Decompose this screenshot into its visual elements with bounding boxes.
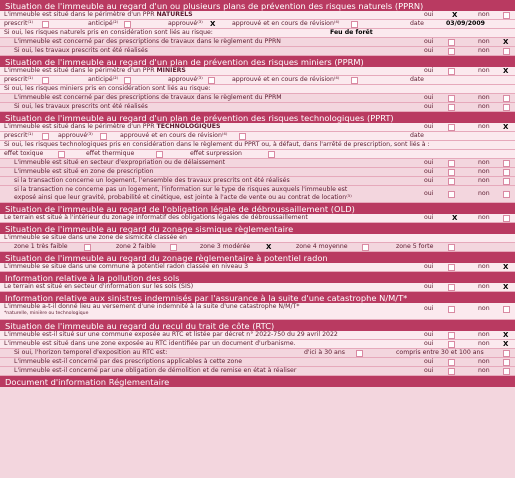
catnat-header: Information relative aux sinistres indemnisés par l'assurance à la suite d'une catastrophe N/M/T* xyxy=(0,292,515,303)
pprt-prescription-zone-row xyxy=(0,168,515,177)
zone-3-label: zone 3 modérée xyxy=(200,243,251,250)
date-label: date xyxy=(410,76,424,83)
oui-label: oui xyxy=(424,283,434,290)
radon-row xyxy=(0,263,515,272)
oui-checkbox[interactable] xyxy=(448,39,455,46)
rtc-prescription-row xyxy=(0,358,515,367)
effet-thermique-checkbox[interactable] xyxy=(156,151,163,158)
effet-surpression-checkbox[interactable] xyxy=(268,151,275,158)
pprt-header: Situation de l'immeuble au regard d'un plan de prévention des risques technologiques (PPRT) xyxy=(0,112,515,123)
rtc-zone-row xyxy=(0,340,515,349)
effet-toxique-label: effet toxique xyxy=(4,150,44,157)
risques-label: Si oui, les risques technologiques pris en considération dans le règlement du PPRT ou, à défaut, dans l'arrêté de prescription, sont liés à : xyxy=(4,141,430,148)
effet-toxique-checkbox[interactable] xyxy=(58,151,65,158)
oui-checkbox[interactable] xyxy=(448,169,455,176)
oui-checkbox[interactable] xyxy=(448,306,455,313)
approuve-checked-mark[interactable]: X xyxy=(210,20,216,28)
rtc-demolition-label: L'immeuble est-il concerné par une obligation de démolition et de remise en état à réaliser xyxy=(14,367,297,374)
non-checked-mark[interactable]: X xyxy=(503,67,509,75)
oui-checked-mark[interactable]: X xyxy=(452,214,458,222)
pprn-status-row xyxy=(0,20,515,29)
sols-row xyxy=(0,283,515,292)
pprm-realises-row xyxy=(0,103,515,112)
non-checkbox[interactable] xyxy=(503,306,510,313)
rtc-demolition-row xyxy=(0,367,515,376)
oui-checkbox[interactable] xyxy=(448,68,455,75)
oui-label: oui xyxy=(424,367,434,374)
oui-label: oui xyxy=(424,340,434,347)
approuve-label: approuvé⁽³⁾ xyxy=(58,132,93,139)
pprm-situe-label: L'immeuble est situé dans le périmètre d'un PPR MINIERS xyxy=(4,67,186,74)
non-label: non xyxy=(478,47,490,54)
oui-checkbox[interactable] xyxy=(448,160,455,167)
oui-label: oui xyxy=(424,177,434,184)
non-label: non xyxy=(478,123,490,130)
radon-header: Situation de l'immeuble au regard du zonage règlementaire à potentiel radon xyxy=(0,252,515,263)
zone-4-checkbox[interactable] xyxy=(362,244,369,251)
oui-label: oui xyxy=(424,305,434,312)
oui-label: oui xyxy=(424,331,434,338)
pprn-risques-row xyxy=(0,29,515,38)
pprn-realises-row xyxy=(0,47,515,56)
pprt-expropriation-row xyxy=(0,159,515,168)
oui-label: oui xyxy=(424,358,434,365)
rtc-exposee-label: L'immeuble est-il situé sur une commune exposée au RTC et listée par décret n° 2022-750 du 29 avril 2022 xyxy=(4,331,338,338)
risques-label: Si oui, les risques miniers pris en considération sont liés au risque: xyxy=(4,85,211,92)
approuve-checkbox[interactable] xyxy=(208,77,215,84)
oui-checkbox[interactable] xyxy=(448,368,455,375)
non-checked-mark[interactable]: X xyxy=(503,38,509,46)
non-label: non xyxy=(478,190,490,197)
prescriptions-label: L'immeuble est concerné par des prescriptions de travaux dans le règlement du PPRN xyxy=(14,38,281,45)
effet-thermique-label: effet thermique xyxy=(86,150,135,157)
oui-checkbox[interactable] xyxy=(448,104,455,111)
zone-2-label: zone 2 faible xyxy=(116,243,156,250)
prescrit-checkbox[interactable] xyxy=(42,77,49,84)
approuve-label: approuvé⁽³⁾ xyxy=(168,20,203,27)
pprt-logement-row xyxy=(0,177,515,186)
non-checked-mark[interactable]: X xyxy=(503,340,509,348)
radon-label: L'immeuble se situe dans une commune à potentiel radon classée en niveau 3 xyxy=(4,263,249,270)
horizon-30-label: d'ici à 30 ans xyxy=(304,349,345,356)
old-header: Situation de l'immeuble au regard de l'obligation légale de débroussaillement (OLD) xyxy=(0,203,515,214)
non-checked-mark[interactable]: X xyxy=(503,263,509,271)
expropriation-label: L'immeuble est situé en secteur d'expropriation ou de délaissement xyxy=(14,159,226,166)
non-checkbox[interactable] xyxy=(503,169,510,176)
horizon-30-100-checkbox[interactable] xyxy=(503,350,510,357)
non-checkbox[interactable] xyxy=(503,215,510,222)
pprt-status-row xyxy=(0,132,515,141)
oui-label: oui xyxy=(424,67,434,74)
non-label: non xyxy=(478,168,490,175)
revision-label: approuvé et en cours de révision⁽⁴⁾ xyxy=(120,132,228,139)
approuve-checkbox[interactable] xyxy=(100,133,107,140)
non-label: non xyxy=(478,305,490,312)
rtc-exposee-row xyxy=(0,331,515,340)
date-value: 03/09/2009 xyxy=(446,20,485,27)
zone-5-checkbox[interactable] xyxy=(448,244,455,251)
prescrit-label: prescrit⁽¹⁾ xyxy=(4,76,33,83)
oui-label: oui xyxy=(424,123,434,130)
pprt-risques-row xyxy=(0,141,515,150)
sols-header: Information relative à la pollution des sols xyxy=(0,272,515,283)
prescrit-checkbox[interactable] xyxy=(42,133,49,140)
oui-checked-mark[interactable]: X xyxy=(452,11,458,19)
oui-label: oui xyxy=(424,190,434,197)
non-label: non xyxy=(478,263,490,270)
old-row xyxy=(0,214,515,223)
catnat-note: *naturelle, minière ou technologique xyxy=(4,311,89,316)
logement-label: si la transaction concerne un logement, l'ensemble des travaux prescrits ont été réalisés xyxy=(14,177,290,184)
oui-label: oui xyxy=(424,38,434,45)
prescrit-label: prescrit⁽¹⁾ xyxy=(4,20,33,27)
oui-label: oui xyxy=(424,263,434,270)
zone-5-label: zone 5 forte xyxy=(396,243,434,250)
pprm-header: Situation de l'immeuble au regard d'un plan de prévention des risques miniers (PPRM) xyxy=(0,56,515,67)
zone-4-label: zone 4 moyenne xyxy=(296,243,348,250)
pprt-situe-row xyxy=(0,123,515,132)
non-checked-mark[interactable]: X xyxy=(503,123,509,131)
anticipe-label: anticipé⁽²⁾ xyxy=(88,20,119,27)
pprm-risques-row xyxy=(0,85,515,94)
oui-checkbox[interactable] xyxy=(448,264,455,271)
revision-checkbox[interactable] xyxy=(239,133,246,140)
non-checked-mark[interactable]: X xyxy=(503,283,509,291)
realises-label: Si oui, les travaux prescrits ont été réalisés xyxy=(14,47,148,54)
pprm-status-row xyxy=(0,76,515,85)
rtc-horizon-label: Si oui, l'horizon temporel d'exposition au RTC est: xyxy=(14,349,168,356)
revision-checkbox[interactable] xyxy=(351,77,358,84)
catnat-row xyxy=(0,303,515,320)
non-label: non xyxy=(478,358,490,365)
non-checkbox[interactable] xyxy=(503,95,510,102)
rtc-header: Situation de l'immeuble au regard du recul du trait de côte (RTC) xyxy=(0,320,515,331)
revision-label: approuvé et en cours de révision⁽⁴⁾ xyxy=(232,20,340,27)
non-checkbox[interactable] xyxy=(503,48,510,55)
oui-checkbox[interactable] xyxy=(448,284,455,291)
oui-label: oui xyxy=(424,214,434,221)
oui-checkbox[interactable] xyxy=(448,178,455,185)
approuve-label: approuvé⁽³⁾ xyxy=(168,76,203,83)
zone-1-checkbox[interactable] xyxy=(84,244,91,251)
date-label: date xyxy=(410,132,424,139)
sismique-label: L'immeuble se situe dans une zone de sismicité classée en xyxy=(4,234,187,241)
oui-label: oui xyxy=(424,168,434,175)
zone-3-checked-mark[interactable]: X xyxy=(266,243,272,251)
non-label: non xyxy=(478,94,490,101)
non-label: non xyxy=(478,11,490,18)
revision-checkbox[interactable] xyxy=(351,21,358,28)
prescrit-label: prescrit⁽¹⁾ xyxy=(4,132,33,139)
pprn-header: Situation de l'immeuble au regard d'un ou plusieurs plans de prévention des risques naturels (PPRN) xyxy=(0,0,515,11)
realises-label: Si oui, les travaux prescrits ont été réalisés xyxy=(14,103,148,110)
oui-checkbox[interactable] xyxy=(448,359,455,366)
non-label: non xyxy=(478,38,490,45)
oui-label: oui xyxy=(424,11,434,18)
non-label: non xyxy=(478,340,490,347)
effet-surpression-label: effet surpression xyxy=(190,150,242,157)
pprm-prescriptions-row xyxy=(0,94,515,103)
rtc-prescription-label: L'immeuble est-il concerné par des prescriptions applicables à cette zone xyxy=(14,358,243,365)
horizon-30-100-label: compris entre 30 et 100 ans xyxy=(396,349,484,356)
non-label: non xyxy=(478,367,490,374)
non-label: non xyxy=(478,331,490,338)
sismique-header: Situation de l'immeuble au regard du zonage sismique règlementaire xyxy=(0,223,515,234)
oui-checkbox[interactable] xyxy=(448,191,455,198)
rtc-zone-label: L'immeuble est situé dans une zone exposée au RTC identifiée par un document d'urbanisme. xyxy=(4,340,296,347)
info-risques-line-1: si la transaction ne concerne pas un logement, l'information sur le type de risques auxquels l'immeuble est xyxy=(14,186,348,193)
non-checkbox[interactable] xyxy=(503,359,510,366)
non-label: non xyxy=(478,67,490,74)
oui-checkbox[interactable] xyxy=(448,332,455,339)
pprt-info-risques-row xyxy=(0,186,515,203)
date-label: date xyxy=(410,20,424,27)
rtc-horizon-row xyxy=(0,349,515,358)
pprm-situe-row xyxy=(0,67,515,76)
info-risques-line-2: exposé ainsi que leur gravité, probabilité et cinétique, est jointe à l'acte de vente ou au contrat de location⁽⁵⁾ xyxy=(14,194,352,201)
non-checkbox[interactable] xyxy=(503,12,510,19)
non-label: non xyxy=(478,177,490,184)
prescriptions-label: L'immeuble est concerné par des prescriptions de travaux dans le règlement du PPRM xyxy=(14,94,282,101)
pprn-situe-label: L'immeuble est situé dans le périmètre d'un PPR NATURELS xyxy=(4,11,193,18)
prescrit-checkbox[interactable] xyxy=(42,21,49,28)
non-checked-mark[interactable]: X xyxy=(503,331,509,339)
non-checkbox[interactable] xyxy=(503,368,510,375)
anticipe-checkbox[interactable] xyxy=(124,21,131,28)
old-label: Le terrain est situé à l'intérieur du zonage informatif des obligations légales de débroussaillement xyxy=(4,214,308,221)
non-checkbox[interactable] xyxy=(503,160,510,167)
oui-checkbox[interactable] xyxy=(448,124,455,131)
oui-label: oui xyxy=(424,47,434,54)
anticipe-checkbox[interactable] xyxy=(124,77,131,84)
non-label: non xyxy=(478,103,490,110)
zone-2-checkbox[interactable] xyxy=(170,244,177,251)
non-label: non xyxy=(478,283,490,290)
catnat-label: L'immeuble a-t-il donné lieu au versement d'une indemnité à la suite d'une catastrophe N/M/T* xyxy=(4,303,300,310)
oui-checkbox[interactable] xyxy=(448,48,455,55)
risques-label: Si oui, les risques naturels pris en considération sont liés au risque: xyxy=(4,29,213,36)
next-section-header: Document d'information Réglementaire xyxy=(0,376,515,387)
pprt-effets-row xyxy=(0,150,515,159)
risque-value: Feu de forêt xyxy=(330,29,373,36)
oui-checkbox[interactable] xyxy=(448,95,455,102)
pprn-prescriptions-row xyxy=(0,38,515,47)
oui-label: oui xyxy=(424,103,434,110)
non-checkbox[interactable] xyxy=(503,178,510,185)
oui-label: oui xyxy=(424,159,434,166)
sismique-text-row xyxy=(0,234,515,243)
pprn-situe-row xyxy=(0,11,515,20)
non-label: non xyxy=(478,159,490,166)
sismique-zones-row xyxy=(0,243,515,252)
zone-1-label: zone 1 très faible xyxy=(14,243,68,250)
pprt-situe-label: L'immeuble est situé dans le périmètre d'un PPR TECHNOLOGIQUES xyxy=(4,123,221,130)
non-label: non xyxy=(478,214,490,221)
horizon-30-checkbox[interactable] xyxy=(356,350,363,357)
prescription-zone-label: L'immeuble est situé en zone de prescription xyxy=(14,168,154,175)
non-checkbox[interactable] xyxy=(503,191,510,198)
oui-checkbox[interactable] xyxy=(448,341,455,348)
sols-label: Le terrain est situé en secteur d'information sur les sols (SIS) xyxy=(4,283,194,290)
revision-label: approuvé et en cours de révision⁽⁴⁾ xyxy=(232,76,340,83)
anticipe-label: anticipé⁽²⁾ xyxy=(88,76,119,83)
non-checkbox[interactable] xyxy=(503,104,510,111)
oui-label: oui xyxy=(424,94,434,101)
